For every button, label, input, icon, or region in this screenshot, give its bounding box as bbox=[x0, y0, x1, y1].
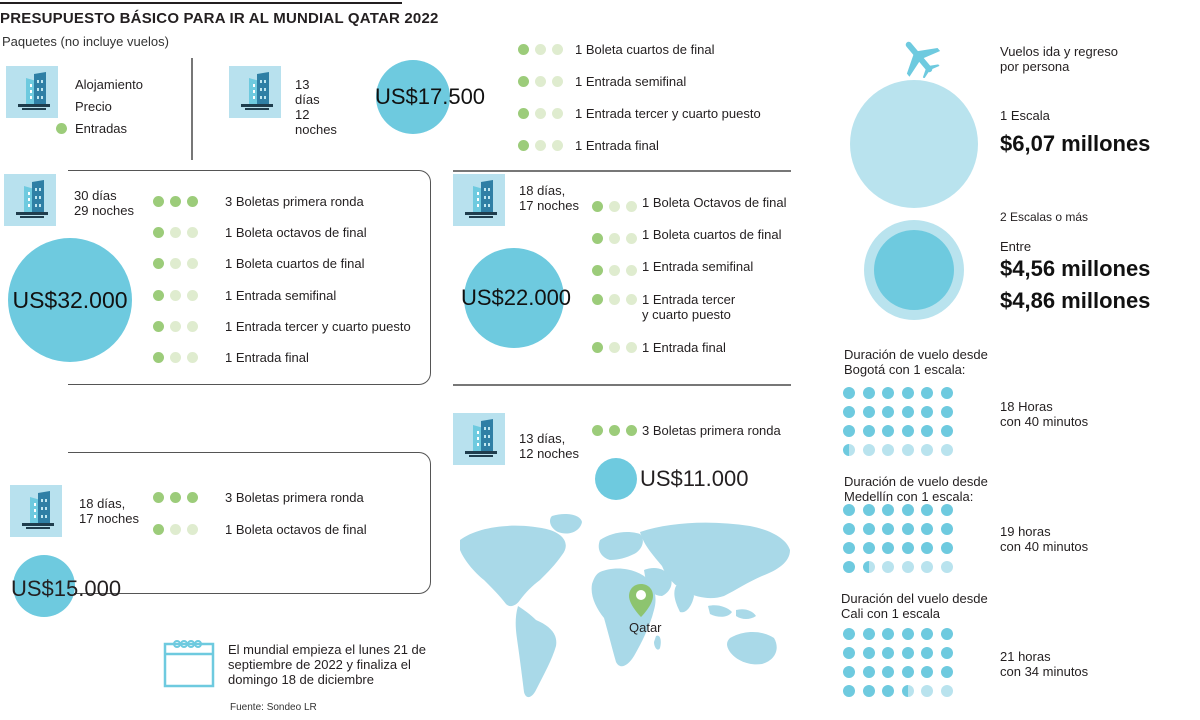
page-subtitle: Paquetes (no incluye vuelos) bbox=[2, 34, 169, 49]
hour-dot bbox=[882, 425, 894, 437]
price-circle bbox=[8, 238, 132, 362]
package-price: US$32.000 bbox=[12, 286, 128, 313]
hour-dot bbox=[843, 628, 855, 640]
hour-dot bbox=[902, 425, 914, 437]
hour-dot bbox=[902, 406, 914, 418]
hour-dot bbox=[882, 561, 894, 573]
ticket-item: 1 Boleta Octavos de final bbox=[642, 195, 787, 210]
legend-entradas-dot bbox=[56, 123, 67, 134]
hour-dot bbox=[863, 425, 875, 437]
airplane-icon bbox=[897, 36, 941, 78]
duration-dot-grid bbox=[843, 628, 953, 697]
hour-dot bbox=[921, 406, 933, 418]
hour-dot bbox=[921, 685, 933, 697]
hotel-building-icon bbox=[10, 485, 62, 537]
hour-dot bbox=[902, 685, 914, 697]
hour-dot bbox=[902, 504, 914, 516]
flights-title: Vuelos ida y regreso por persona bbox=[1000, 44, 1119, 74]
hour-dot bbox=[882, 628, 894, 640]
hour-dot bbox=[863, 628, 875, 640]
hour-dot bbox=[902, 647, 914, 659]
header-rule bbox=[0, 2, 402, 4]
package-duration: 18 días, 17 noches bbox=[79, 496, 139, 526]
hour-dot bbox=[863, 561, 875, 573]
ticket-item: 1 Entrada semifinal bbox=[225, 288, 337, 303]
ticket-item: 1 Entrada tercer y cuarto puesto bbox=[225, 319, 411, 334]
hour-dot bbox=[921, 425, 933, 437]
location-pin-icon bbox=[628, 583, 654, 619]
ticket-item: 1 Boleta cuartos de final bbox=[575, 42, 715, 57]
hour-dot bbox=[902, 666, 914, 678]
hour-dot bbox=[941, 406, 953, 418]
duration-label: Duración del vuelo desde Cali con 1 escala bbox=[841, 591, 988, 621]
hour-dot bbox=[921, 542, 933, 554]
ticket-dots bbox=[592, 425, 637, 436]
hotel-building-icon bbox=[229, 66, 281, 118]
two-stop-value-2: $4,86 millones bbox=[1000, 288, 1151, 313]
calendar-note: El mundial empieza el lunes 21 de septiembre de 2022 y finaliza el domingo 18 de diciembre bbox=[228, 642, 427, 687]
hour-dot bbox=[882, 387, 894, 399]
package-price: US$17.500 bbox=[374, 84, 486, 109]
ticket-item: 1 Entrada semifinal bbox=[575, 74, 687, 89]
hour-dot bbox=[902, 561, 914, 573]
hour-dot bbox=[863, 406, 875, 418]
one-stop-value: $6,07 millones bbox=[1000, 131, 1151, 156]
hour-dot bbox=[843, 647, 855, 659]
package-price: US$22.000 bbox=[460, 285, 572, 310]
hour-dot bbox=[843, 406, 855, 418]
two-stop-value-1: $4,56 millones bbox=[1000, 256, 1151, 281]
hour-dot bbox=[902, 444, 914, 456]
hour-dot bbox=[882, 504, 894, 516]
hour-dot bbox=[863, 542, 875, 554]
hour-dot bbox=[921, 387, 933, 399]
hour-dot bbox=[843, 444, 855, 456]
hour-dot bbox=[882, 685, 894, 697]
hour-dot bbox=[882, 647, 894, 659]
hour-dot bbox=[863, 666, 875, 678]
hour-dot bbox=[941, 444, 953, 456]
hour-dot bbox=[882, 406, 894, 418]
hour-dot bbox=[863, 523, 875, 535]
hour-dot bbox=[863, 685, 875, 697]
divider bbox=[453, 384, 791, 386]
page-title: PRESUPUESTO BÁSICO PARA IR AL MUNDIAL QATAR 2022 bbox=[0, 10, 439, 27]
hour-dot bbox=[921, 444, 933, 456]
hotel-building-icon bbox=[6, 66, 58, 118]
price-circle bbox=[595, 458, 637, 500]
duration-value: 19 horas con 40 minutos bbox=[1000, 524, 1089, 554]
hour-dot bbox=[921, 561, 933, 573]
duration-label: Duración de vuelo desde Medellín con 1 escala: bbox=[844, 474, 988, 504]
hour-dot bbox=[941, 387, 953, 399]
ticket-item: 1 Entrada final bbox=[575, 138, 659, 153]
hour-dot bbox=[843, 561, 855, 573]
hour-dot bbox=[843, 387, 855, 399]
world-map bbox=[440, 510, 800, 710]
hour-dot bbox=[921, 647, 933, 659]
source-note: Fuente: Sondeo LR bbox=[230, 702, 317, 713]
hour-dot bbox=[843, 666, 855, 678]
duration-value: 21 horas con 34 minutos bbox=[1000, 649, 1089, 679]
hour-dot bbox=[902, 523, 914, 535]
package-price: US$11.000 bbox=[640, 466, 749, 491]
ticket-item: 1 Boleta cuartos de final bbox=[642, 227, 782, 242]
hour-dot bbox=[863, 504, 875, 516]
hour-dot bbox=[843, 542, 855, 554]
ticket-item: 1 Boleta cuartos de final bbox=[225, 256, 365, 271]
duration-label: Duración de vuelo desde Bogotá con 1 escala: bbox=[844, 347, 988, 377]
hour-dot bbox=[921, 628, 933, 640]
hour-dot bbox=[882, 542, 894, 554]
one-stop-label: 1 Escala bbox=[1000, 108, 1050, 123]
ticket-item: 1 Boleta octavos de final bbox=[225, 225, 367, 240]
ticket-item: 1 Entrada tercer bbox=[642, 292, 736, 307]
divider bbox=[191, 58, 193, 160]
ticket-item: 3 Boletas primera ronda bbox=[225, 194, 364, 209]
hour-dot bbox=[941, 628, 953, 640]
ticket-item: 1 Entrada final bbox=[642, 340, 726, 355]
hotel-building-icon bbox=[453, 413, 505, 465]
duration-dot-grid bbox=[843, 504, 953, 573]
hour-dot bbox=[921, 666, 933, 678]
hour-dot bbox=[921, 504, 933, 516]
hour-dot bbox=[882, 444, 894, 456]
calendar-icon bbox=[163, 638, 215, 688]
hour-dot bbox=[863, 387, 875, 399]
legend-alojamiento: Alojamiento bbox=[75, 77, 143, 92]
two-stop-circle-inner bbox=[874, 230, 954, 310]
legend-entradas: Entradas bbox=[75, 121, 128, 136]
hour-dot bbox=[863, 647, 875, 659]
price-circle bbox=[460, 248, 572, 348]
price-circle bbox=[374, 60, 486, 134]
between-label: Entre bbox=[1000, 239, 1032, 254]
hour-dot bbox=[902, 628, 914, 640]
hour-dot bbox=[843, 685, 855, 697]
package-price: US$15.000 bbox=[11, 576, 122, 601]
package-duration: 13 días, 12 noches bbox=[519, 431, 579, 461]
hour-dot bbox=[863, 444, 875, 456]
ticket-item: 1 Entrada final bbox=[225, 350, 309, 365]
hour-dot bbox=[902, 387, 914, 399]
duration-dot-grid bbox=[843, 387, 953, 456]
ticket-dots bbox=[518, 76, 563, 87]
hour-dot bbox=[843, 504, 855, 516]
ticket-item: 3 Boletas primera ronda bbox=[225, 490, 364, 505]
hour-dot bbox=[941, 685, 953, 697]
hotel-building-icon bbox=[4, 174, 56, 226]
hour-dot bbox=[843, 425, 855, 437]
hour-dot bbox=[941, 504, 953, 516]
ticket-dots bbox=[518, 140, 563, 151]
ticket-item: 1 Boleta octavos de final bbox=[225, 522, 367, 537]
hour-dot bbox=[882, 666, 894, 678]
package-duration: 18 días, 17 noches bbox=[519, 183, 579, 213]
hour-dot bbox=[941, 647, 953, 659]
hour-dot bbox=[902, 542, 914, 554]
map-label-qatar: Qatar bbox=[629, 620, 662, 635]
ticket-item: 1 Entrada tercer y cuarto puesto bbox=[575, 106, 761, 121]
legend-precio: Precio bbox=[75, 99, 112, 114]
hour-dot bbox=[941, 666, 953, 678]
ticket-item-continuation: y cuarto puesto bbox=[642, 307, 731, 322]
hour-dot bbox=[941, 523, 953, 535]
hour-dot bbox=[941, 542, 953, 554]
divider bbox=[453, 170, 791, 172]
package-duration: 30 días 29 noches bbox=[74, 188, 134, 218]
hour-dot bbox=[941, 425, 953, 437]
ticket-dots bbox=[518, 44, 563, 55]
ticket-dots bbox=[518, 108, 563, 119]
hotel-building-icon bbox=[453, 174, 505, 226]
ticket-item: 3 Boletas primera ronda bbox=[642, 423, 781, 438]
two-stop-label: 2 Escalas o más bbox=[1000, 210, 1089, 224]
ticket-item: 1 Entrada semifinal bbox=[642, 259, 754, 274]
package-duration: 13 días 12 noches bbox=[295, 77, 337, 137]
hour-dot bbox=[882, 523, 894, 535]
one-stop-circle bbox=[850, 80, 978, 208]
hour-dot bbox=[921, 523, 933, 535]
hour-dot bbox=[843, 523, 855, 535]
hour-dot bbox=[941, 561, 953, 573]
duration-value: 18 Horas con 40 minutos bbox=[1000, 399, 1089, 429]
